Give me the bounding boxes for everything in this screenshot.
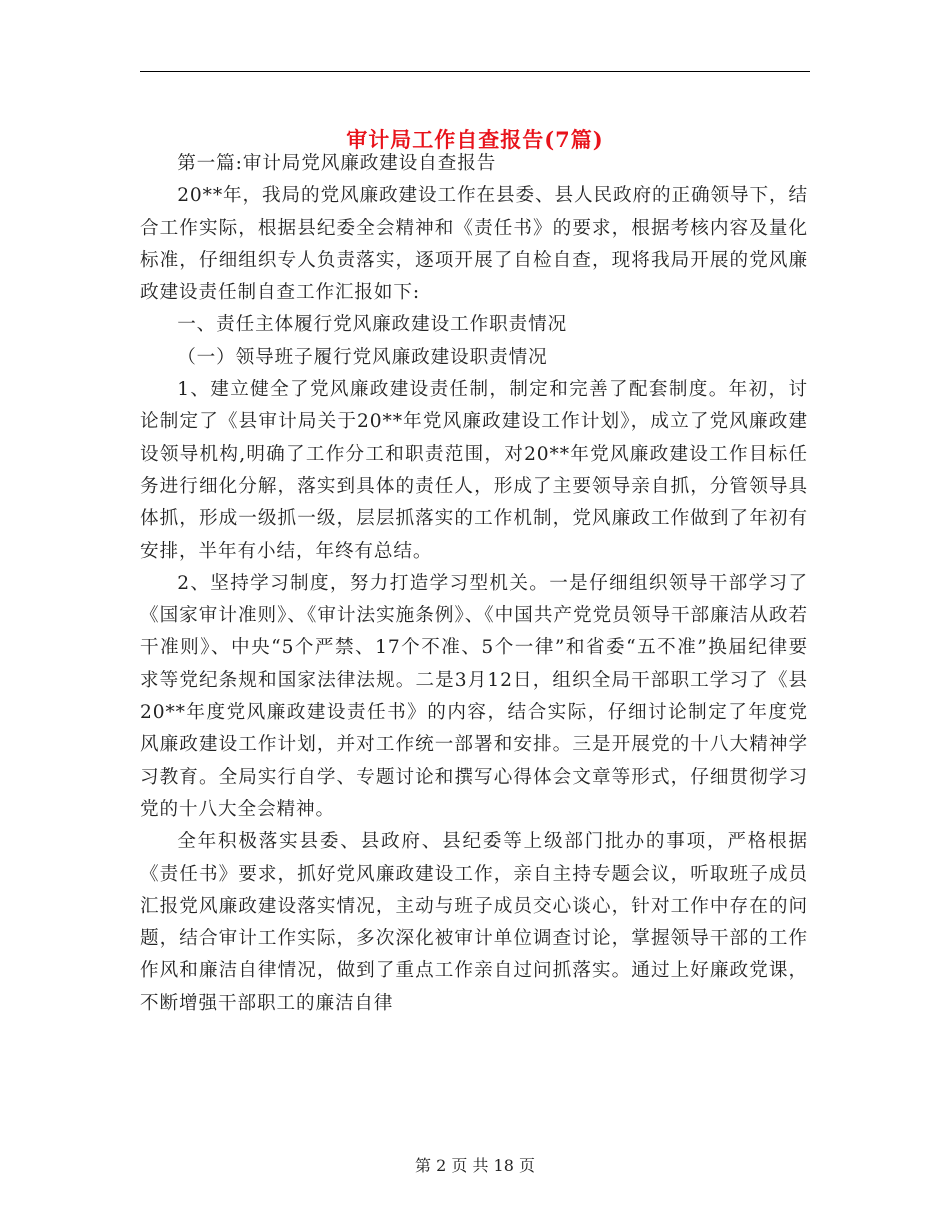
page-number: 第 2 页 共 18 页 [415,1156,535,1175]
section-heading: 一、责任主体履行党风廉政建设工作职责情况 [177,314,568,336]
body-paragraph: 全年积极落实县委、县政府、县纪委等上级部门批办的事项，严格根据《责任书》要求，抓好党风廉政建设工作，亲自主持专题会议，听取班子成员汇报党风廉政建设落实情况，主动与班子成员交心谈心，针对工作中存在的问题，结合审计工作实际，多次深化被审计单位调查讨论，掌握领导干部的工作作风和廉洁自律情况，做到了重点工作亲自过问抓落实。通过上好廉政党课，不断增强干部职工的廉洁自律 [140,831,808,1014]
body-paragraph: 1、建立健全了党风廉政建设责任制，制定和完善了配套制度。年初，讨论制定了《县审计局关于20**年党风廉政建设工作计划》，成立了党风廉政建设领导机构,明确了工作分工和职责范围，对20**年党风廉政建设工作目标任务进行细化分解，落实到具体的责任人，形成了主要领导亲自抓，分管领导具体抓，形成一级抓一级，层层抓落实的工作机制，党风廉政工作做到了年初有安排，半年有小结，年终有总结。 [140,379,808,562]
subsection-heading: （一）领导班子履行党风廉政建设职责情况 [177,346,548,368]
section-heading: 第一篇:审计局党风廉政建设自查报告 [177,153,497,174]
document-body [140,148,808,1020]
body-paragraph: 2、坚持学习制度，努力打造学习型机关。一是仔细组织领导干部学习了《国家审计准则》、《审计法实施条例》、《中国共产党党员领导干部廉洁从政若干准则》、中央“5个严禁、17个不准、5个一律”和省委“五不准”换届纪律要求等党纪条规和国家法律法规。二是3月12日，组织全局干部职工学习了《县20**年度党风廉政建设责任书》的内容，结合实际，仔细讨论制定了年度党风廉政建设工作计划，并对工作统一部署和安排。三是开展党的十八大精神学习教育。全局实行自学、专题讨论和撰写心得体会文章等形式，仔细贯彻学习党的十八大全会精神。 [140,572,808,820]
header-rule [140,71,810,72]
document-title: 审计局工作自查报告(7篇) [346,127,604,153]
body-paragraph: 20**年，我局的党风廉政建设工作在县委、县人民政府的正确领导下，结合工作实际，根据县纪委全会精神和《责任书》的要求，根据考核内容及量化标准，仔细组织专人负责落实，逐项开展了自检自查，现将我局开展的党风廉政建设责任制自查工作汇报如下: [140,185,808,304]
